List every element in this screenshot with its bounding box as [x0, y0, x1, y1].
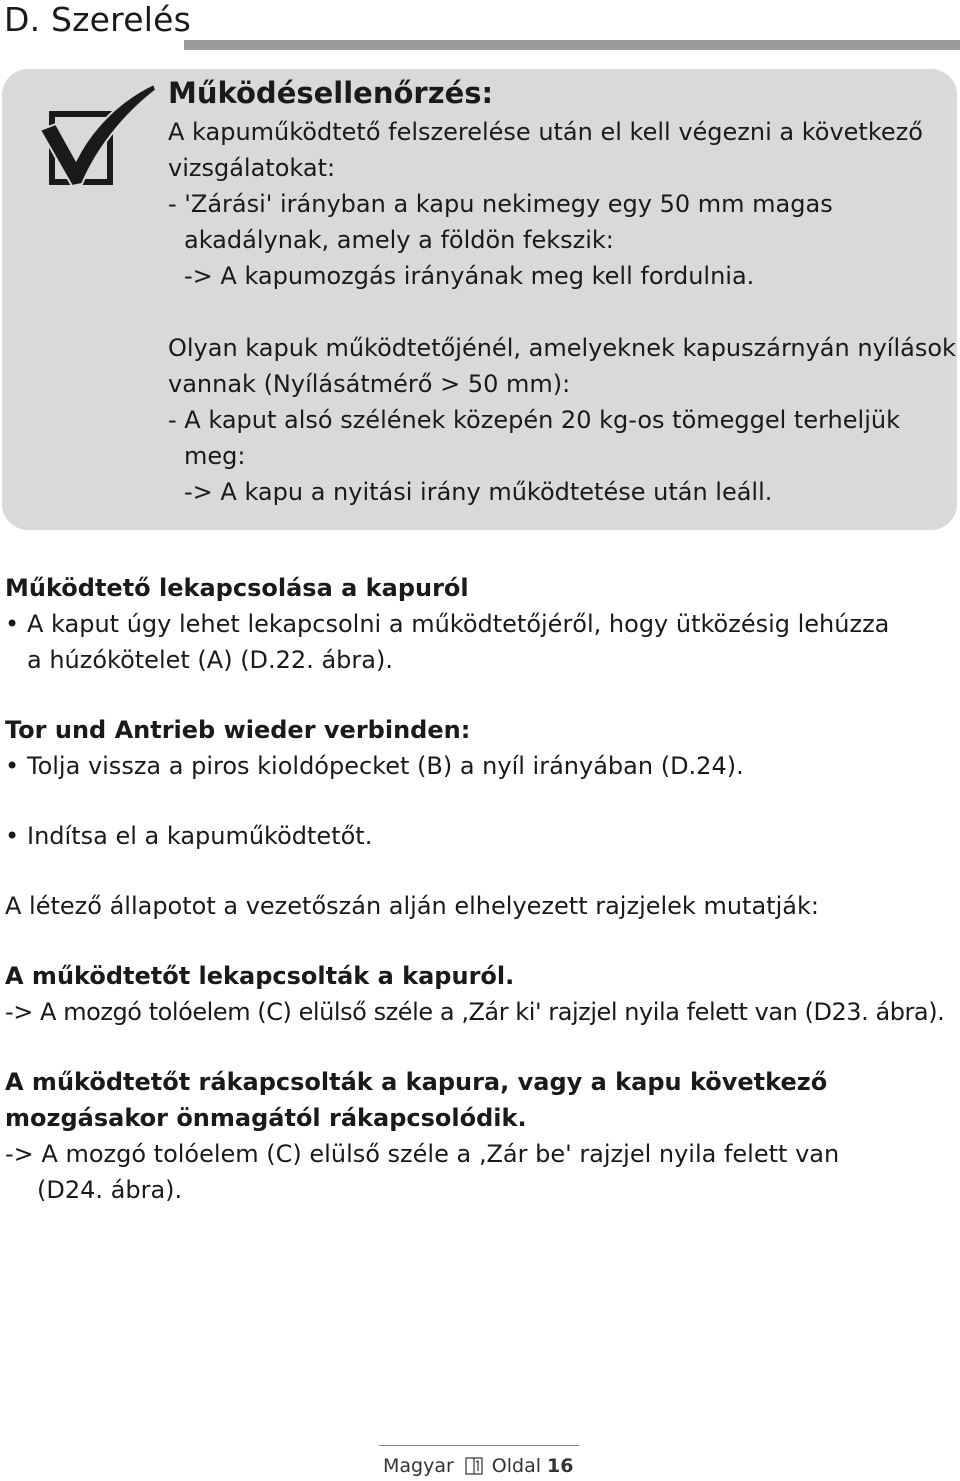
state2-heading: mozgásakor önmagától rákapcsolódik.	[5, 1104, 527, 1132]
footer-rule	[379, 1445, 579, 1446]
page-footer	[0, 1440, 960, 1481]
bullet-text: Tolja vissza a piros kioldópecket (B) a nyíl irányában (D.24).	[27, 752, 744, 780]
footer-text	[383, 1454, 573, 1478]
bullet-icon: •	[5, 752, 20, 780]
footer-language: Magyar	[383, 1455, 454, 1477]
check-line: A kapuműködtető felszerelése után el kell végezni a következő	[168, 118, 923, 146]
check-line: - A kaput alsó szélének közepén 20 kg-os tömeggel terheljük	[168, 406, 900, 434]
check-line: akadálynak, amely a földön fekszik:	[184, 226, 614, 254]
state2-heading: A működtetőt rákapcsolták a kapura, vagy a kapu következő	[5, 1068, 828, 1096]
state1-heading: A működtetőt lekapcsolták a kapuról.	[5, 962, 515, 990]
footer-page-number: 16	[547, 1455, 574, 1477]
bullet-text: A kaput úgy lehet lekapcsolni a működtetőjéről, hogy ütközésig lehúzza	[27, 610, 890, 638]
check-panel-text	[168, 72, 956, 510]
bullet-item	[5, 748, 955, 784]
check-line: meg:	[184, 442, 246, 470]
section-heading-disconnect: Működtető lekapcsolása a kapuról	[5, 574, 469, 602]
bullet-text: Indítsa el a kapuműködtetőt.	[27, 822, 373, 850]
page-header	[0, 0, 960, 50]
book-icon	[464, 1456, 484, 1476]
bullet-icon: •	[5, 610, 20, 638]
check-line: -> A kapu a nyitási irány működtetése után leáll.	[184, 478, 773, 506]
check-line: -> A kapumozgás irányának meg kell fordulnia.	[184, 262, 755, 290]
check-line: Olyan kapuk működtetőjénél, amelyeknek kapuszárnyán nyílások	[168, 334, 956, 362]
section-heading-reconnect: Tor und Antrieb wieder verbinden:	[5, 716, 471, 744]
state1-text: -> A mozgó tolóelem (C) elülső széle a ‚Zár ki' rajzjel nyila felett van (D23. ábra).	[5, 998, 945, 1026]
check-line: vannak (Nyílásátmérő > 50 mm):	[168, 370, 571, 398]
state2-text-cont: (D24. ábra).	[37, 1176, 183, 1204]
footer-page-label: Oldal	[491, 1455, 542, 1477]
header-rule	[184, 40, 960, 50]
bullet-item	[5, 606, 955, 642]
body-text	[5, 570, 955, 1208]
checkmark-box-icon	[38, 80, 158, 190]
check-line: vizsgálatokat:	[168, 154, 336, 182]
bullet-item	[5, 818, 955, 854]
state2-text: -> A mozgó tolóelem (C) elülső széle a ‚Zár be' rajzjel nyila felett van	[5, 1140, 840, 1168]
bullet-text-cont: a húzókötelet (A) (D.22. ábra).	[27, 646, 393, 674]
state-intro: A létező állapotot a vezetőszán alján elhelyezett rajzjelek mutatják:	[5, 892, 819, 920]
check-line: - 'Zárási' irányban a kapu nekimegy egy 50 mm magas	[168, 190, 833, 218]
check-panel-title: Működésellenőrzés:	[168, 76, 494, 110]
bullet-icon: •	[5, 822, 20, 850]
section-title: D. Szerelés	[4, 0, 191, 39]
